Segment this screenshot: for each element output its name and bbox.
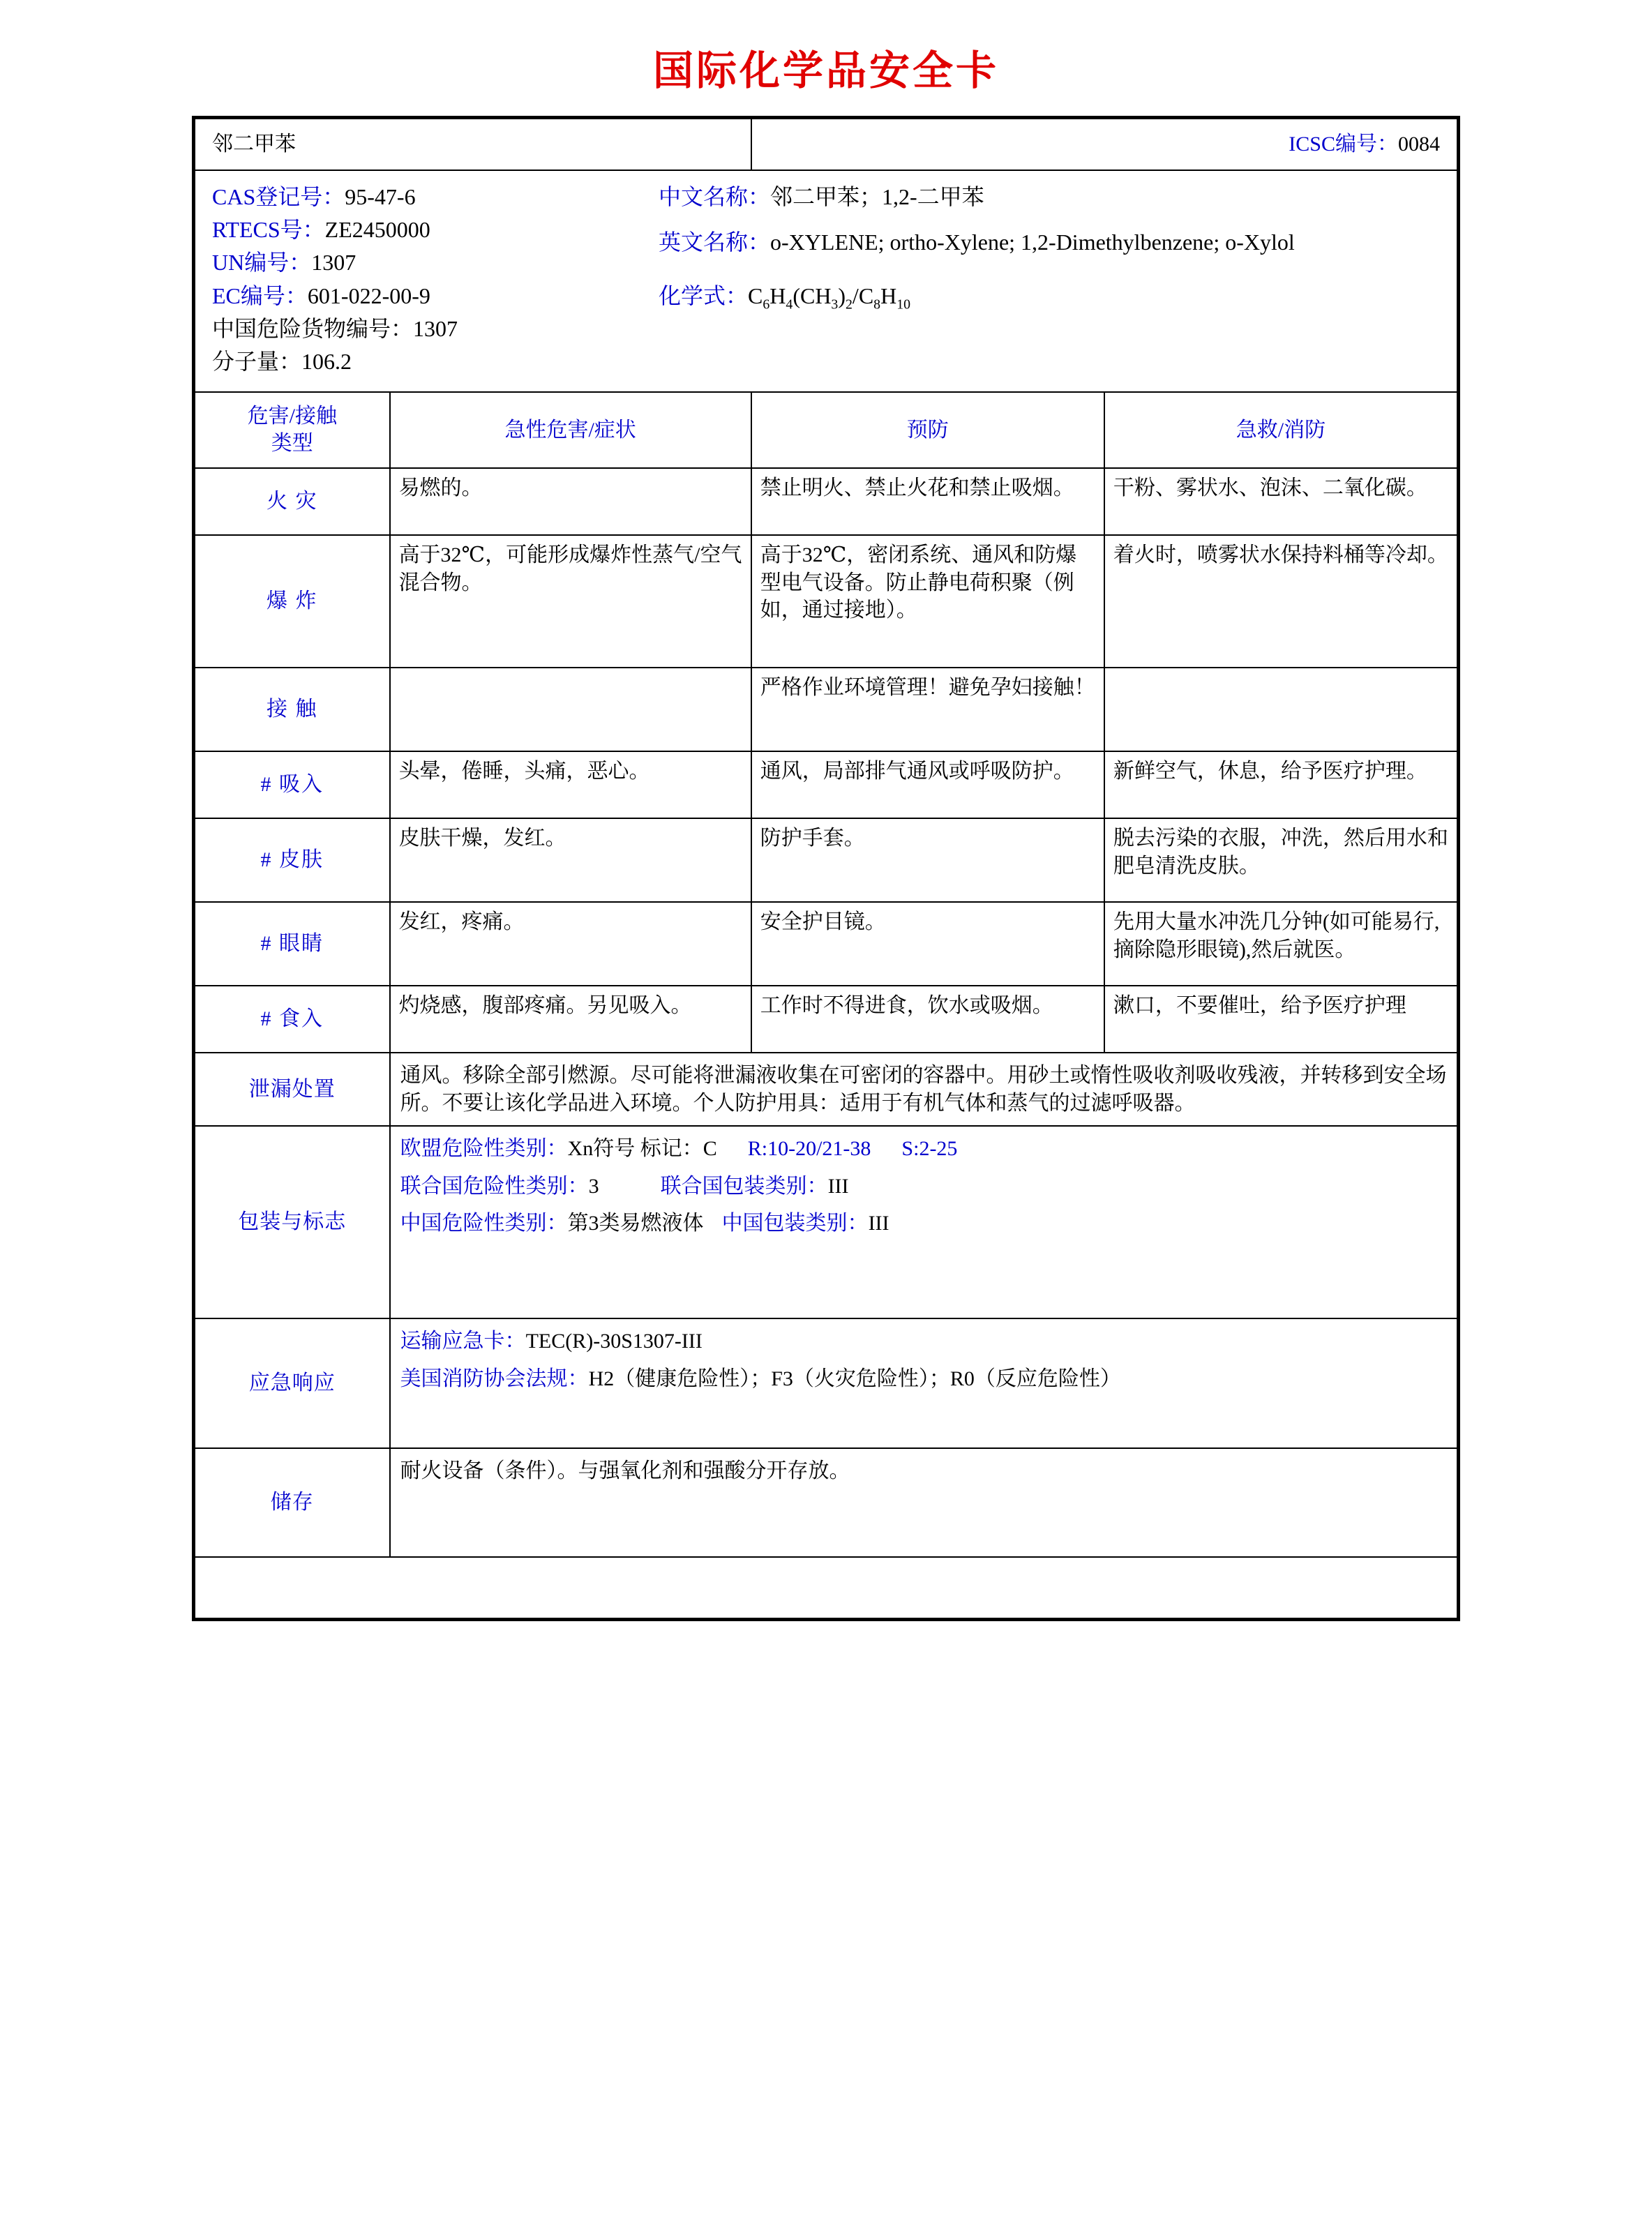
cn-packing-group-label: 中国包装类别： [721, 1212, 869, 1235]
row-label-explosion: 爆 炸 [195, 535, 390, 668]
cn-hazard-class-value: 第3类易燃液体 [567, 1212, 704, 1235]
tec-value: TEC(R)-30S1307-III [525, 1330, 703, 1353]
cell-explosion-prevention: 高于32℃，密闭系统、通风和防爆型电气设备。防止静电荷积聚（例如，通过接地）。 [751, 535, 1104, 668]
mw-label: 分子量： [212, 349, 302, 375]
nfpa-value: H2（健康危险性）；F3（火灾危险性）；R0（反应危险性） [588, 1367, 1121, 1390]
packaging-eu-line [400, 1135, 1447, 1163]
table-row [195, 468, 1457, 535]
eu-r-phrases: R:10-20/21-38 [747, 1137, 871, 1161]
identification-left [212, 181, 659, 379]
packaging-cn-line [400, 1210, 1447, 1238]
header-prevention: 预防 [751, 392, 1104, 468]
substance-name: 邻二甲苯 [195, 119, 751, 170]
header-first-aid: 急救/消防 [1104, 392, 1457, 468]
ec-value: 601-022-00-9 [307, 283, 430, 308]
cell-inhalation-prevention: 通风，局部排气通风或呼吸防护。 [751, 751, 1104, 818]
section-text-packaging [390, 1126, 1457, 1318]
un-row [212, 246, 659, 279]
row-label-skin: # 皮肤 [195, 818, 390, 902]
cell-inhalation-acute: 头晕，倦睡，头痛，恶心。 [390, 751, 751, 818]
formula-label: 化学式： [659, 283, 749, 309]
row-label-ingestion: # 食入 [195, 986, 390, 1053]
emergency-row [195, 1318, 1457, 1448]
mw-row [212, 345, 659, 378]
cell-exposure-acute [390, 668, 751, 751]
cell-explosion-acute: 高于32℃，可能形成爆炸性蒸气/空气混合物。 [390, 535, 751, 668]
cell-eyes-acute: 发红，疼痛。 [390, 902, 751, 986]
emergency-nfpa-line [400, 1365, 1447, 1393]
cas-value: 95-47-6 [345, 183, 416, 209]
ec-label: EC编号： [212, 283, 308, 308]
en-name-value: o-XYLENE; ortho-Xylene; 1,2-Dimethylbenzene; o-Xylol [770, 229, 1295, 255]
cell-explosion-firstaid: 着火时，喷雾状水保持料桶等冷却。 [1104, 535, 1457, 668]
section-text-storage: 耐火设备（条件）。与强氧化剂和强酸分开存放。 [390, 1448, 1457, 1557]
rtecs-row [212, 213, 659, 246]
row-label-eyes: # 眼睛 [195, 902, 390, 986]
icsc-value: 0084 [1398, 133, 1440, 156]
un-label: UN编号： [212, 250, 312, 276]
section-label-emergency: 应急响应 [195, 1318, 390, 1448]
table-row [195, 986, 1457, 1053]
table-row [195, 902, 1457, 986]
rtecs-label: RTECS号： [212, 216, 325, 242]
un-hazard-class-label: 联合国危险性类别： [400, 1174, 589, 1198]
mw-value: 106.2 [301, 349, 352, 375]
packaging-row [195, 1126, 1457, 1318]
formula-row [659, 281, 1440, 314]
eu-hazard-label: 欧盟危险性类别： [400, 1137, 568, 1161]
cell-eyes-prevention: 安全护目镜。 [751, 902, 1104, 986]
header-hazard-type: 危害/接触 类型 [195, 392, 390, 468]
emergency-tec-line [400, 1328, 1447, 1355]
storage-row [195, 1448, 1457, 1557]
cn-dangerous-row [212, 313, 659, 345]
cell-eyes-firstaid: 先用大量水冲洗几分钟(如可能易行,摘除隐形眼镜),然后就医。 [1104, 902, 1457, 986]
cn-hazard-class-label: 中国危险性类别： [400, 1212, 568, 1235]
cn-name-label: 中文名称： [659, 183, 771, 209]
row-label-fire: 火 灾 [195, 468, 390, 535]
section-text-emergency [390, 1318, 1457, 1448]
cell-skin-acute: 皮肤干燥，发红。 [390, 818, 751, 902]
cn-dangerous-value: 1307 [413, 316, 458, 342]
cell-ingestion-acute: 灼烧感，腹部疼痛。另见吸入。 [390, 986, 751, 1053]
tec-label: 运输应急卡： [400, 1330, 526, 1353]
cn-packing-group-value: III [868, 1212, 889, 1235]
cell-exposure-prevention: 严格作业环境管理！避免孕妇接触！ [751, 668, 1104, 751]
en-name-label: 英文名称： [659, 229, 771, 255]
cas-label: CAS登记号： [212, 183, 345, 209]
cell-ingestion-prevention: 工作时不得进食，饮水或吸烟。 [751, 986, 1104, 1053]
cn-dangerous-label: 中国危险货物编号： [212, 316, 414, 342]
column-header-row [195, 392, 1457, 468]
un-packing-group-label: 联合国包装类别： [660, 1174, 828, 1198]
card-footer-spacer [195, 1557, 1457, 1618]
formula-value: $C_6H_4(CH_3)_2/C_8H_{10}$ [748, 283, 911, 313]
header-acute-hazards: 急性危害/症状 [390, 392, 751, 468]
nfpa-label: 美国消防协会法规： [400, 1367, 589, 1390]
cell-fire-acute: 易燃的。 [390, 468, 751, 535]
en-name-row [659, 226, 1440, 259]
section-text-spill: 通风。移除全部引燃源。尽可能将泄漏液收集在可密闭的容器中。用砂土或惰性吸收剂吸收残液，并转移到安全场所。不要让该化学品进入环境。个人防护用具：适用于有机气体和蒸气的过滤呼吸器。 [390, 1053, 1457, 1126]
icsc-label: ICSC编号： [1289, 133, 1398, 156]
identification-row [195, 170, 1457, 392]
section-label-storage: 储存 [195, 1448, 390, 1557]
row-label-exposure: 接 触 [195, 668, 390, 751]
section-label-packaging: 包装与标志 [195, 1126, 390, 1318]
un-value: 1307 [311, 250, 356, 276]
icsc-table [194, 118, 1458, 1619]
cell-ingestion-firstaid: 漱口，不要催吐，给予医疗护理 [1104, 986, 1457, 1053]
table-row [195, 668, 1457, 751]
cell-skin-prevention: 防护手套。 [751, 818, 1104, 902]
table-row [195, 751, 1457, 818]
page-title: 国际化学品安全卡 [652, 47, 999, 94]
ec-row [212, 280, 659, 313]
icsc-card [192, 116, 1460, 1621]
section-label-spill: 泄漏处置 [195, 1053, 390, 1126]
cell-fire-prevention: 禁止明火、禁止火花和禁止吸烟。 [751, 468, 1104, 535]
rtecs-value: ZE2450000 [324, 216, 430, 242]
cn-name-value: 邻二甲苯；1,2-二甲苯 [770, 183, 984, 209]
card-header-row [195, 119, 1457, 170]
row-label-inhalation: # 吸入 [195, 751, 390, 818]
packaging-un-line [400, 1173, 1447, 1201]
identification-block [195, 170, 1457, 392]
un-packing-group-value: III [827, 1174, 849, 1198]
eu-s-phrases: S:2-25 [901, 1137, 958, 1161]
un-hazard-class-value: 3 [588, 1174, 599, 1198]
spill-row [195, 1053, 1457, 1126]
eu-hazard-value: Xn符号 标记：C [567, 1137, 717, 1161]
cell-inhalation-firstaid: 新鲜空气，休息，给予医疗护理。 [1104, 751, 1457, 818]
cas-row [212, 181, 659, 213]
cell-skin-firstaid: 脱去污染的衣服，冲洗，然后用水和肥皂清洗皮肤。 [1104, 818, 1457, 902]
cn-name-row [659, 181, 1440, 213]
cell-fire-firstaid: 干粉、雾状水、泡沫、二氧化碳。 [1104, 468, 1457, 535]
icsc-number-cell [751, 119, 1457, 170]
identification-right [659, 181, 1440, 379]
table-row [195, 818, 1457, 902]
cell-exposure-firstaid [1104, 668, 1457, 751]
table-row [195, 535, 1457, 668]
